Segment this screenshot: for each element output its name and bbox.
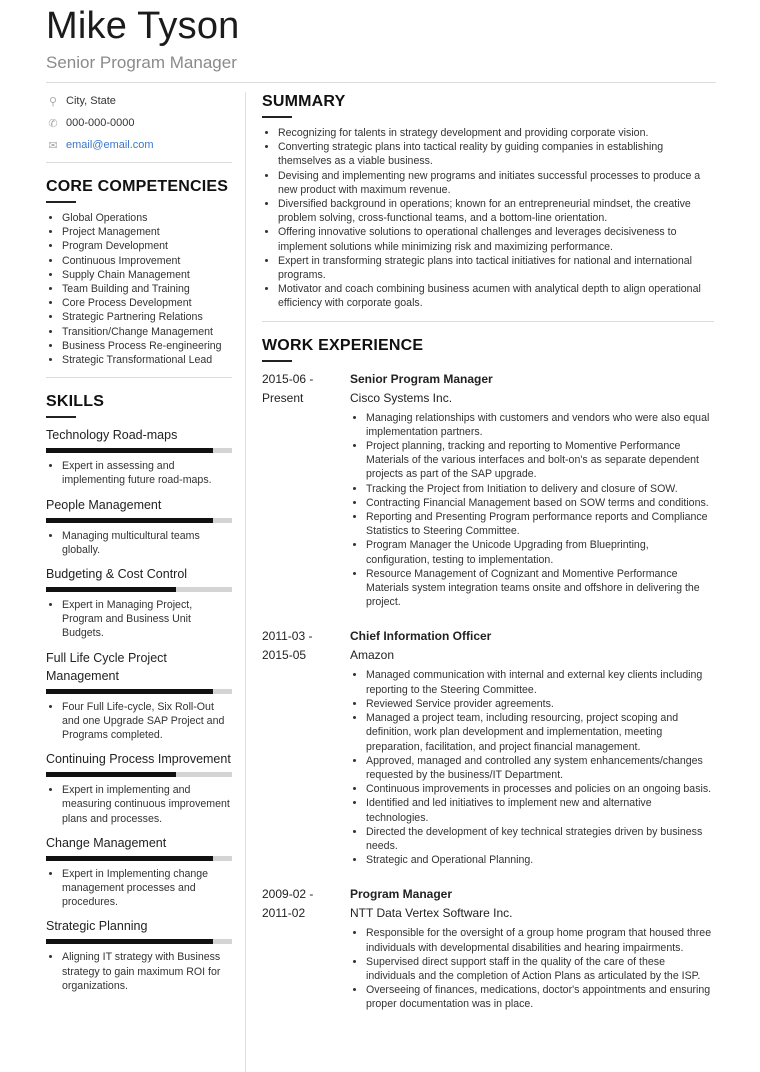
job-title: Program Manager: [350, 887, 453, 902]
list-item: • Diversified background in operations; known for an entrepreneurial mindset, the creative problem solving, cross-functional teams, and a bottom-line orientation.: [278, 197, 714, 225]
job-dates: [262, 370, 350, 610]
candidate-role: Senior Program Manager: [46, 53, 237, 72]
list-item: • Global Operations: [62, 211, 232, 225]
skill-level-fill: [46, 518, 213, 523]
experience-title-bar: [262, 360, 292, 362]
list-item: • Responsible for the oversight of a group home program that housed three individuals with developmental disabilities and hearing impairments.: [366, 926, 714, 954]
skill-description: • Expert in assessing and implementing future road-maps.: [46, 459, 232, 487]
list-item: • Supervised direct support staff in the quality of the care of these individuals and the completion of Action Plans as articulated by the ISP.: [366, 955, 714, 983]
list-item: • Converting strategic plans into tactical reality by guiding companies in establishing themselves as a viable business.: [278, 140, 714, 168]
job-bullets: [350, 668, 714, 867]
skill-level-fill: [46, 448, 213, 453]
job-details: [350, 627, 714, 867]
skill-level-fill: [46, 587, 176, 592]
skill-level-bar: [46, 689, 232, 694]
contact-phone: ✆ 000-000-0000: [46, 112, 232, 134]
skill-item: [46, 750, 232, 826]
left-column: [46, 90, 232, 1001]
list-item: • Project Management: [62, 225, 232, 239]
job-details: [350, 370, 714, 610]
skill-level-bar: [46, 587, 232, 592]
location-pin-icon: ⚲: [48, 95, 58, 108]
list-item: • Program Manager the Unicode Upgrading from Blueprinting, configuration, testing to implementation.: [366, 538, 714, 566]
list-item: • Recognizing for talents in strategy development and providing corporate vision.: [278, 126, 714, 140]
list-item: • Directed the development of key technical strategies driven by business needs.: [366, 825, 714, 853]
column-divider: [245, 92, 246, 1072]
job-company: Cisco Systems Inc.: [350, 390, 453, 405]
skill-description: • Expert in Managing Project, Program and Business Unit Budgets.: [46, 598, 232, 641]
job-company: NTT Data Vertex Software Inc.: [350, 906, 513, 921]
skill-level-bar: [46, 772, 232, 777]
job-entry: [262, 370, 714, 610]
list-item: • Motivator and coach combining business acumen with analytical depth to align operational efficiency with corporate goals.: [278, 282, 714, 310]
competencies-list: [46, 211, 232, 367]
job-start-date: 2009-02 -: [262, 887, 314, 902]
list-item: • Offering innovative solutions to operational challenges and leverages decisiveness to implement solutions while minimizing risk and maximizing performance.: [278, 225, 714, 253]
job-company: Amazon: [350, 648, 395, 663]
job-end-date: 2011-02: [262, 906, 306, 921]
skill-level-bar: [46, 518, 232, 523]
list-item: • Reviewed Service provider agreements.: [366, 697, 714, 711]
list-item: • Continuous Improvement: [62, 254, 232, 268]
list-item: • Business Process Re-engineering: [62, 339, 232, 353]
skill-name: Strategic Planning: [46, 919, 148, 934]
skill-item: [46, 649, 232, 743]
skill-item: [46, 496, 232, 557]
candidate-name: Mike Tyson: [46, 5, 240, 47]
skill-item: [46, 426, 232, 487]
job-title: Chief Information Officer: [350, 629, 492, 644]
job-start-date: 2011-03 -: [262, 629, 313, 644]
skill-level-fill: [46, 939, 213, 944]
job-start-date: 2015-06 -: [262, 371, 314, 386]
skill-item: [46, 917, 232, 993]
skill-name: Continuing Process Improvement: [46, 752, 231, 767]
contact-email[interactable]: ✉ email@email.com: [46, 134, 232, 156]
competencies-divider: [46, 377, 232, 378]
list-item: • Tracking the Project from Initiation to delivery and closure of SOW.: [366, 482, 714, 496]
right-column: [262, 92, 714, 1012]
list-item: • Resource Management of Cognizant and Momentive Performance Materials system integration teams onsite and offshore in delivering the project.: [366, 567, 714, 610]
skill-name: Budgeting & Cost Control: [46, 567, 188, 582]
list-item: • Approved, managed and controlled any system enhancements/changes requested by the business/IT Department.: [366, 754, 714, 782]
job-bullets: [350, 411, 714, 610]
mail-icon: ✉: [48, 139, 58, 152]
summary-list: [262, 126, 714, 311]
skill-name: Change Management: [46, 835, 167, 850]
list-item: • Continuous improvements in processes and policies on an ongoing basis.: [366, 782, 714, 796]
job-entry: [262, 627, 714, 867]
skill-level-fill: [46, 689, 213, 694]
job-entry: [262, 885, 714, 1011]
contact-location: ⚲ City, State: [46, 90, 232, 112]
skill-name: Full Life Cycle Project Management: [46, 650, 167, 683]
skill-name: People Management: [46, 497, 162, 512]
competencies-title-bar: [46, 201, 76, 203]
skill-item: [46, 565, 232, 641]
skill-level-fill: [46, 772, 176, 777]
skill-level-bar: [46, 448, 232, 453]
summary-divider: [262, 321, 714, 322]
job-end-date: Present: [262, 390, 304, 405]
list-item: • Contracting Financial Management based on SOW terms and conditions.: [366, 496, 714, 510]
list-item: • Managed a project team, including resourcing, project scoping and definition, work plan development and implementation, meeting preparation, facilitation, and project financial management.: [366, 711, 714, 754]
skill-level-bar: [46, 939, 232, 944]
list-item: • Project planning, tracking and reporting to Momentive Performance Materials of the various interfaces and bolt-on's as separate dependent projects as part of the SAP upgrade.: [366, 439, 714, 482]
list-item: • Managing relationships with customers and vendors who were also equal implementation partners.: [366, 411, 714, 439]
phone-icon: ✆: [48, 117, 58, 130]
skill-item: [46, 834, 232, 910]
job-dates: [262, 627, 350, 867]
job-details: [350, 885, 714, 1011]
list-item: • Supply Chain Management: [62, 268, 232, 282]
list-item: • Managed communication with internal and external key clients including reporting to the Steering Committee.: [366, 668, 714, 696]
skill-description: • Aligning IT strategy with Business strategy to gain maximum ROI for organizations.: [46, 950, 232, 993]
resume-header: [46, 4, 716, 74]
header-divider: [46, 82, 716, 83]
summary-title: SUMMARY: [262, 93, 346, 110]
job-bullets: [350, 926, 714, 1011]
list-item: • Transition/Change Management: [62, 325, 232, 339]
list-item: • Devising and implementing new programs and initiates successful processes to produce a new product with maximum revenue.: [278, 169, 714, 197]
skill-description: • Managing multicultural teams globally.: [46, 529, 232, 557]
summary-title-bar: [262, 116, 292, 118]
skills-title: SKILLS: [46, 393, 105, 411]
job-dates: [262, 885, 350, 1011]
job-title: Senior Program Manager: [350, 371, 493, 386]
list-item: • Team Building and Training: [62, 282, 232, 296]
list-item: • Strategic Partnering Relations: [62, 310, 232, 324]
contact-divider: [46, 162, 232, 163]
list-item: • Program Development: [62, 239, 232, 253]
competencies-title: CORE COMPETENCIES: [46, 178, 229, 195]
list-item: • Expert in transforming strategic plans into tactical initiatives for national and international programs.: [278, 254, 714, 282]
list-item: • Overseeing of finances, medications, doctor's appointments and ensuring proper documentation was in place.: [366, 983, 714, 1011]
skill-level-bar: [46, 856, 232, 861]
skill-name: Technology Road-maps: [46, 428, 178, 443]
skill-description: • Expert in Implementing change management processes and procedures.: [46, 867, 232, 910]
job-end-date: 2015-05: [262, 648, 307, 663]
list-item: • Identified and led initiatives to implement new and alternative technologies.: [366, 796, 714, 824]
skill-description: • Four Full Life-cycle, Six Roll-Out and one Upgrade SAP Project and Programs completed.: [46, 700, 232, 743]
skill-description: • Expert in implementing and measuring continuous improvement plans and processes.: [46, 783, 232, 826]
list-item: • Reporting and Presenting Program performance reports and Compliance Statistics to Steering Committee.: [366, 510, 714, 538]
list-item: • Strategic and Operational Planning.: [366, 853, 714, 867]
skills-title-bar: [46, 416, 76, 418]
list-item: • Strategic Transformational Lead: [62, 353, 232, 367]
experience-title: WORK EXPERIENCE: [262, 336, 424, 354]
list-item: • Core Process Development: [62, 296, 232, 310]
skill-level-fill: [46, 856, 213, 861]
